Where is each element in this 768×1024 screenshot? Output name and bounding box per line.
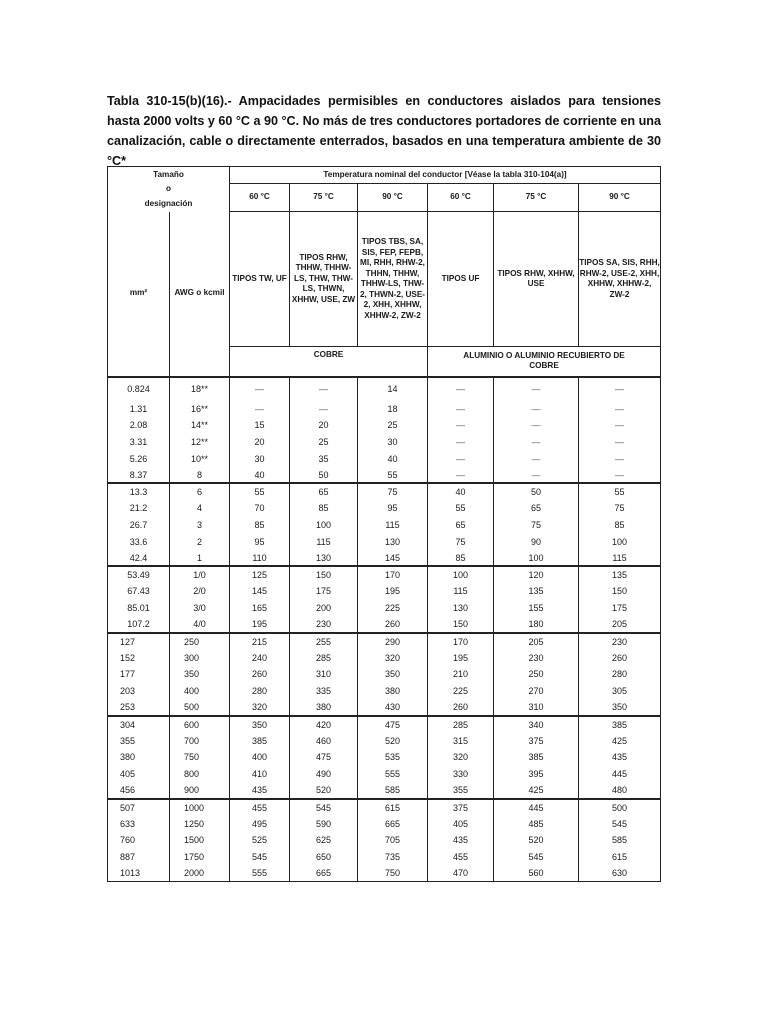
cell-ampacity: 115 [358,517,428,534]
table-row [108,467,661,484]
cell-ampacity: 470 [428,865,494,882]
temp-col-5: 75 °C [494,184,579,212]
table-row [108,450,661,467]
cell-ampacity: 145 [230,583,290,600]
cell-ampacity: 225 [428,683,494,700]
cell-ampacity: 145 [358,550,428,567]
cell-ampacity: 55 [428,500,494,517]
cell-ampacity: 55 [579,483,661,500]
table-row [108,832,661,849]
cell-ampacity: 25 [358,417,428,434]
cell-ampacity: 65 [494,500,579,517]
table-header [108,167,661,377]
cell-ampacity: 225 [358,600,428,617]
cell-ampacity: — [290,377,358,401]
cell-ampacity: 280 [230,683,290,700]
cell-ampacity: 490 [290,766,358,783]
types-col-5: TIPOS RHW, XHHW, USE [494,212,579,347]
cell-ampacity: 425 [579,732,661,749]
cell-ampacity: 18 [358,401,428,418]
cell-awg: 6 [170,483,230,500]
cell-mm2: 21.2 [108,500,170,517]
cell-ampacity: — [494,434,579,451]
cell-ampacity: 380 [358,683,428,700]
cell-mm2: 1013 [108,865,170,882]
cell-ampacity: 90 [494,533,579,550]
cell-ampacity: 110 [230,550,290,567]
cell-awg: 500 [170,699,230,716]
cell-ampacity: — [428,467,494,484]
cell-ampacity: 320 [358,649,428,666]
cell-ampacity: 50 [290,467,358,484]
cell-ampacity: 330 [428,766,494,783]
cell-ampacity: — [290,401,358,418]
cell-ampacity: 665 [358,815,428,832]
cell-ampacity: 555 [230,865,290,882]
cell-ampacity: 75 [358,483,428,500]
cell-ampacity: 305 [579,683,661,700]
cell-ampacity: 455 [428,849,494,866]
cell-ampacity: 75 [579,500,661,517]
cell-awg: 600 [170,716,230,733]
cell-awg: 10** [170,450,230,467]
cell-ampacity: 135 [579,566,661,583]
temp-col-1: 60 °C [230,184,290,212]
cell-ampacity: 240 [230,649,290,666]
cell-awg: 2 [170,533,230,550]
cell-ampacity: 385 [230,732,290,749]
cell-ampacity: 425 [494,782,579,799]
table-row [108,500,661,517]
table-row [108,633,661,650]
cell-ampacity: 40 [428,483,494,500]
cell-mm2: 456 [108,782,170,799]
cell-ampacity: 195 [428,649,494,666]
cell-ampacity: 210 [428,666,494,683]
table-row [108,417,661,434]
cell-ampacity: 320 [428,749,494,766]
cell-mm2: 33.6 [108,533,170,550]
cell-ampacity: 120 [494,566,579,583]
cell-ampacity: 475 [290,749,358,766]
cell-ampacity: — [428,417,494,434]
cell-ampacity: 480 [579,782,661,799]
mm2-header: mm² [108,212,170,377]
cell-ampacity: 130 [290,550,358,567]
cell-ampacity: 520 [494,832,579,849]
cell-ampacity: 555 [358,766,428,783]
cell-awg: 4/0 [170,616,230,633]
cell-mm2: 8.37 [108,467,170,484]
cell-ampacity: 95 [230,533,290,550]
table-row [108,766,661,783]
cell-ampacity: — [579,467,661,484]
ampacity-table [107,166,661,882]
cell-ampacity: 180 [494,616,579,633]
table-row [108,865,661,882]
cell-ampacity: 95 [358,500,428,517]
cell-ampacity: 385 [494,749,579,766]
cell-mm2: 107.2 [108,616,170,633]
temp-col-4: 60 °C [428,184,494,212]
cell-ampacity: 20 [230,434,290,451]
cell-ampacity: 165 [230,600,290,617]
cell-ampacity: 14 [358,377,428,401]
cell-ampacity: — [494,450,579,467]
table-row [108,666,661,683]
cell-ampacity: — [579,377,661,401]
cell-ampacity: 230 [579,633,661,650]
cell-mm2: 53.49 [108,566,170,583]
cell-ampacity: 150 [579,583,661,600]
cell-ampacity: 155 [494,600,579,617]
cell-mm2: 203 [108,683,170,700]
cell-ampacity: — [428,450,494,467]
cell-ampacity: 75 [494,517,579,534]
size-header-line1: Tamaño [153,169,184,179]
cell-ampacity: 115 [290,533,358,550]
cell-ampacity: — [230,377,290,401]
cell-ampacity: 335 [290,683,358,700]
cell-awg: 3 [170,517,230,534]
cell-mm2: 85.01 [108,600,170,617]
cell-ampacity: 25 [290,434,358,451]
cell-ampacity: 375 [494,732,579,749]
cell-awg: 1750 [170,849,230,866]
cell-ampacity: — [428,377,494,401]
cell-ampacity: 750 [358,865,428,882]
cell-ampacity: 735 [358,849,428,866]
cell-awg: 1 [170,550,230,567]
cell-ampacity: 485 [494,815,579,832]
table-body [108,377,661,882]
cell-ampacity: 310 [290,666,358,683]
cell-ampacity: 100 [290,517,358,534]
cell-ampacity: 665 [290,865,358,882]
cell-ampacity: 115 [428,583,494,600]
cell-mm2: 2.08 [108,417,170,434]
cell-mm2: 304 [108,716,170,733]
cell-ampacity: 320 [230,699,290,716]
cell-ampacity: 495 [230,815,290,832]
cell-ampacity: 255 [290,633,358,650]
cell-ampacity: 280 [579,666,661,683]
cell-ampacity: 400 [230,749,290,766]
cell-ampacity: 430 [358,699,428,716]
types-col-6: TIPOS SA, SIS, RHH, RHW-2, USE-2, XHH, XHHW, XHHW-2, ZW-2 [579,212,661,347]
cell-awg: 2000 [170,865,230,882]
cell-ampacity: — [230,401,290,418]
cell-ampacity: 545 [494,849,579,866]
table-row [108,483,661,500]
cell-ampacity: 420 [290,716,358,733]
cell-ampacity: 115 [579,550,661,567]
aluminum-header: ALUMINIO O ALUMINIO RECUBIERTO DE COBRE [428,347,661,377]
cell-ampacity: 705 [358,832,428,849]
cell-ampacity: 285 [290,649,358,666]
cell-ampacity: 285 [428,716,494,733]
cell-ampacity: 455 [230,799,290,816]
cell-ampacity: 535 [358,749,428,766]
cell-ampacity: 445 [579,766,661,783]
cell-ampacity: 205 [579,616,661,633]
copper-header: COBRE [230,347,428,377]
cell-ampacity: 100 [579,533,661,550]
table-row [108,849,661,866]
cell-ampacity: 175 [290,583,358,600]
cell-ampacity: 40 [230,467,290,484]
table-row [108,517,661,534]
cell-ampacity: 65 [290,483,358,500]
table-row [108,401,661,418]
types-col-3: TIPOS TBS, SA, SIS, FEP, FEPB, MI, RHH, RHW-2, THHN, THHW, THHW-LS, THW-2, THWN-2, USE-2, XHH, XHHW, XHHW-2, ZW-2 [358,212,428,347]
cell-ampacity: 260 [230,666,290,683]
cell-awg: 14** [170,417,230,434]
cell-mm2: 26.7 [108,517,170,534]
cell-awg: 1000 [170,799,230,816]
cell-ampacity: 215 [230,633,290,650]
cell-mm2: 380 [108,749,170,766]
cell-ampacity: 50 [494,483,579,500]
awg-header: AWG o kcmil [170,212,230,377]
table-row [108,716,661,733]
cell-mm2: 67.43 [108,583,170,600]
temp-col-3: 90 °C [358,184,428,212]
cell-ampacity: 40 [358,450,428,467]
cell-ampacity: 85 [290,500,358,517]
cell-mm2: 355 [108,732,170,749]
cell-ampacity: 350 [579,699,661,716]
table-row [108,377,661,401]
cell-awg: 1/0 [170,566,230,583]
size-header-line3: designación [144,198,193,208]
size-header-line2: o [165,184,171,193]
cell-ampacity: 375 [428,799,494,816]
cell-ampacity: 435 [579,749,661,766]
types-col-4: TIPOS UF [428,212,494,347]
cell-ampacity: 520 [358,732,428,749]
cell-ampacity: 560 [494,865,579,882]
cell-ampacity: 75 [428,533,494,550]
cell-awg: 1250 [170,815,230,832]
cell-ampacity: 195 [230,616,290,633]
cell-ampacity: 500 [579,799,661,816]
cell-ampacity: 435 [230,782,290,799]
cell-ampacity: 200 [290,600,358,617]
cell-ampacity: 35 [290,450,358,467]
cell-awg: 16** [170,401,230,418]
cell-awg: 12** [170,434,230,451]
cell-ampacity: 150 [428,616,494,633]
cell-awg: 3/0 [170,600,230,617]
types-col-2: TIPOS RHW, THHW, THHW-LS, THW, THW-LS, THWN, XHHW, USE, ZW [290,212,358,347]
cell-ampacity: 520 [290,782,358,799]
temp-col-2: 75 °C [290,184,358,212]
temp-col-6: 90 °C [579,184,661,212]
cell-awg: 4 [170,500,230,517]
cell-ampacity: 410 [230,766,290,783]
table-row [108,799,661,816]
cell-mm2: 507 [108,799,170,816]
cell-awg: 1500 [170,832,230,849]
table-row [108,699,661,716]
cell-ampacity: 270 [494,683,579,700]
cell-awg: 8 [170,467,230,484]
cell-ampacity: 630 [579,865,661,882]
table-row [108,782,661,799]
cell-ampacity: — [579,417,661,434]
cell-ampacity: 315 [428,732,494,749]
cell-ampacity: 525 [230,832,290,849]
cell-ampacity: 340 [494,716,579,733]
cell-ampacity: 85 [579,517,661,534]
table-row [108,566,661,583]
cell-ampacity: 175 [579,600,661,617]
cell-ampacity: 395 [494,766,579,783]
cell-ampacity: 650 [290,849,358,866]
cell-ampacity: 20 [290,417,358,434]
cell-mm2: 3.31 [108,434,170,451]
table-row [108,732,661,749]
cell-mm2: 152 [108,649,170,666]
cell-awg: 800 [170,766,230,783]
cell-ampacity: 590 [290,815,358,832]
temperature-title: Temperatura nominal del conductor [Véase la tabla 310-104(a)] [230,167,661,184]
cell-ampacity: 230 [290,616,358,633]
cell-ampacity: 405 [428,815,494,832]
cell-ampacity: 230 [494,649,579,666]
cell-mm2: 1.31 [108,401,170,418]
cell-ampacity: — [579,401,661,418]
cell-ampacity: 545 [230,849,290,866]
cell-ampacity: 435 [428,832,494,849]
cell-ampacity: — [494,377,579,401]
cell-mm2: 42.4 [108,550,170,567]
cell-mm2: 405 [108,766,170,783]
cell-ampacity: 55 [230,483,290,500]
cell-ampacity: 310 [494,699,579,716]
cell-ampacity: 250 [494,666,579,683]
cell-ampacity: 55 [358,467,428,484]
cell-ampacity: 85 [230,517,290,534]
cell-mm2: 13.3 [108,483,170,500]
cell-ampacity: 625 [290,832,358,849]
cell-ampacity: 100 [494,550,579,567]
cell-awg: 18** [170,377,230,401]
cell-ampacity: 260 [428,699,494,716]
cell-ampacity: — [579,434,661,451]
cell-mm2: 0.824 [108,377,170,401]
cell-ampacity: 355 [428,782,494,799]
cell-ampacity: 205 [494,633,579,650]
cell-ampacity: — [579,450,661,467]
cell-mm2: 760 [108,832,170,849]
cell-ampacity: 385 [579,716,661,733]
cell-mm2: 253 [108,699,170,716]
cell-mm2: 127 [108,633,170,650]
cell-ampacity: 545 [290,799,358,816]
cell-ampacity: 545 [579,815,661,832]
cell-awg: 2/0 [170,583,230,600]
cell-ampacity: — [494,467,579,484]
cell-awg: 300 [170,649,230,666]
cell-ampacity: 125 [230,566,290,583]
table-row [108,550,661,567]
cell-ampacity: 70 [230,500,290,517]
table-row [108,583,661,600]
size-header [108,167,230,212]
cell-awg: 250 [170,633,230,650]
cell-awg: 350 [170,666,230,683]
cell-awg: 400 [170,683,230,700]
table-row [108,616,661,633]
cell-ampacity: — [428,434,494,451]
table-caption: Tabla 310-15(b)(16).- Ampacidades permisibles en conductores aislados para tensiones hasta 2000 volts y 60 °C a 90 °C. No más de tres conductores portadores de corriente en una canalización, cable o directamente enterrados, basados en una temperatura ambiente de 30 °C* [107,94,661,168]
cell-ampacity: 170 [358,566,428,583]
cell-awg: 700 [170,732,230,749]
cell-mm2: 177 [108,666,170,683]
cell-ampacity: 130 [358,533,428,550]
cell-ampacity: 615 [358,799,428,816]
cell-ampacity: — [428,401,494,418]
cell-ampacity: — [494,417,579,434]
cell-ampacity: 475 [358,716,428,733]
table-row [108,434,661,451]
table-row [108,749,661,766]
cell-ampacity: 195 [358,583,428,600]
types-col-1: TIPOS TW, UF [230,212,290,347]
cell-mm2: 633 [108,815,170,832]
cell-mm2: 5.26 [108,450,170,467]
cell-mm2: 887 [108,849,170,866]
cell-ampacity: 30 [230,450,290,467]
cell-ampacity: 65 [428,517,494,534]
table-row [108,649,661,666]
cell-ampacity: 350 [358,666,428,683]
table-row [108,683,661,700]
cell-ampacity: 460 [290,732,358,749]
cell-ampacity: 260 [579,649,661,666]
cell-ampacity: 170 [428,633,494,650]
cell-ampacity: 290 [358,633,428,650]
cell-ampacity: 350 [230,716,290,733]
cell-ampacity: 85 [428,550,494,567]
cell-ampacity: 380 [290,699,358,716]
cell-ampacity: 585 [358,782,428,799]
cell-ampacity: — [494,401,579,418]
table-row [108,533,661,550]
cell-ampacity: 585 [579,832,661,849]
cell-awg: 750 [170,749,230,766]
cell-ampacity: 30 [358,434,428,451]
cell-ampacity: 100 [428,566,494,583]
cell-ampacity: 15 [230,417,290,434]
cell-ampacity: 150 [290,566,358,583]
cell-ampacity: 135 [494,583,579,600]
cell-ampacity: 260 [358,616,428,633]
cell-awg: 900 [170,782,230,799]
cell-ampacity: 445 [494,799,579,816]
table-row [108,600,661,617]
table-row [108,815,661,832]
cell-ampacity: 130 [428,600,494,617]
cell-ampacity: 615 [579,849,661,866]
